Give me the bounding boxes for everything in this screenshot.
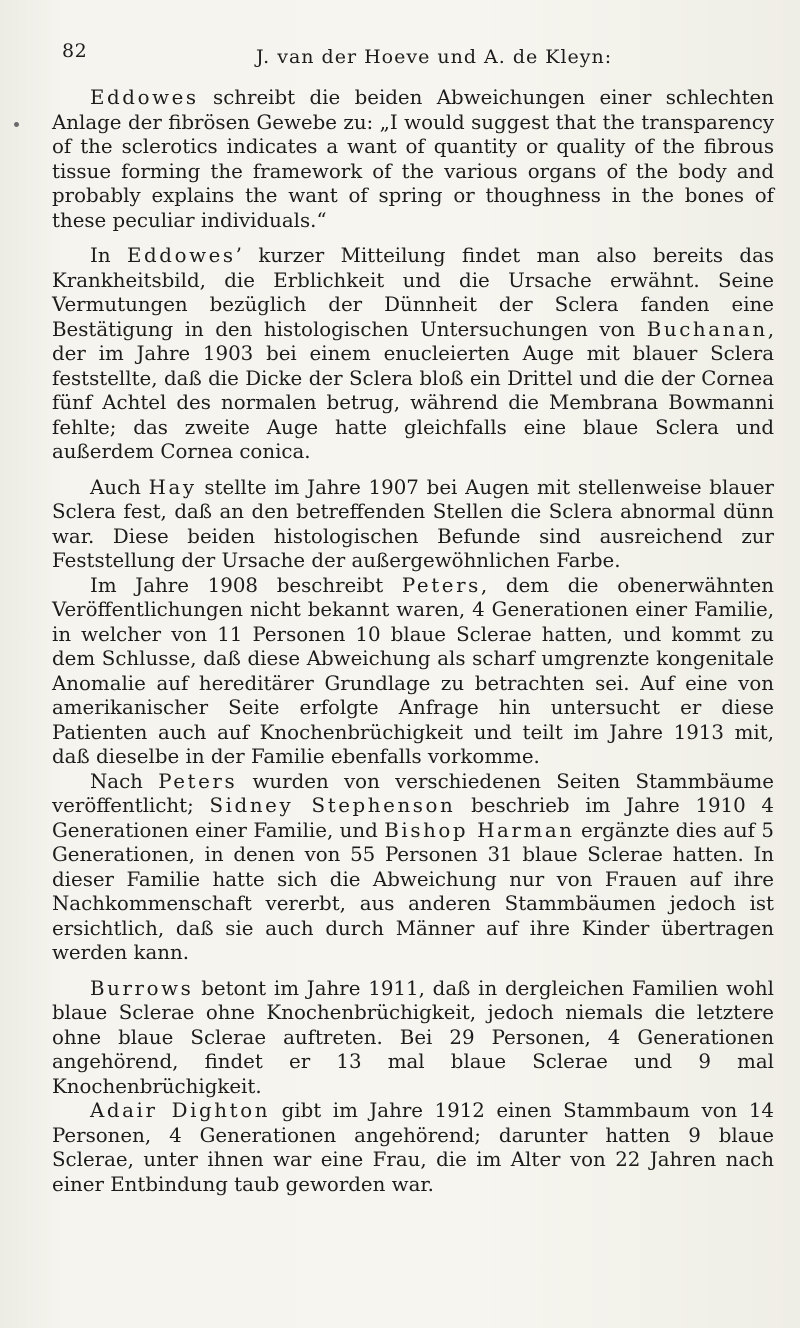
page-number: 82 [62, 40, 88, 62]
paragraph-text: wurden von verschiedenen Seiten Stammbäume veröffentlicht; [52, 769, 774, 817]
paragraph-peters [52, 574, 774, 770]
author-name: Bishop Harman [384, 818, 575, 842]
paragraph-text: betont im Jahre 1911, daß in dergleichen Familien wohl blaue Sclerae ohne Knochenbrüchigkeit, jedoch niemals die letztere ohne blaue Sclerae auftreten. Bei 29 Personen, 4 Generationen angehörend, findet er 13 mal blaue Sclerae und 9 mal Knochenbrüchigkeit. [52, 976, 774, 1098]
author-name: Eddowes [127, 244, 236, 267]
margin-mark [14, 122, 19, 127]
paragraph-burrows [52, 977, 774, 1100]
author-name: Peters [401, 573, 481, 597]
body-text [52, 86, 774, 1197]
paragraph-text: schreibt die beiden Abweichungen einer schlechten Anlage der fibrösen Gewebe zu: „I would suggest that the transparency of the sclerotics indicates a want of quantity or quality of the fibrous tissue forming the framework of the various organs of the body and probably explains the want of spring or thoughness in the bones of these peculiar individuals.“ [52, 86, 774, 232]
paragraph-text: ergänzte dies auf 5 Generationen, in denen von 55 Personen 31 blaue Sclerae hatten. In dieser Familie hatte sich die Abweichung nur von Frauen auf ihre Nachkommenschaft vererbt, aus anderen Stammbäumen jedoch ist ersichtlich, daß sie auch durch Männer auf ihre Kinder übertragen werden kann. [52, 818, 774, 964]
paragraph-text: Auch [90, 475, 149, 499]
author-name: Sidney Stephenson [209, 794, 456, 817]
paragraph-text: In [90, 244, 127, 267]
author-name: Adair Dighton [90, 1099, 271, 1122]
paragraph-text: Im Jahre 1908 beschreibt [90, 573, 402, 597]
paragraph-text: gibt im Jahre 1912 einen Stammbaum von 14 Personen, 4 Generationen angehörend; darunter hatten 9 blaue Sclerae, unter ihnen war eine Frau, die im Alter von 22 Jahren nach einer Entbindung taub geworden war. [52, 1099, 774, 1196]
paragraph-stammbaeume [52, 770, 774, 966]
running-head: J. van der Hoeve und A. de Kleyn: [256, 46, 613, 68]
paragraph-buchanan [52, 244, 774, 465]
paragraph-text: Nach [90, 769, 159, 793]
author-name: Buchanan [646, 317, 768, 341]
paragraph-text: , der im Jahre 1903 bei einem enucleierten Auge mit blauer Sclera feststellte, daß die Dicke der Sclera bloß ein Drittel und die der Cornea fünf Achtel des normalen betrug, während die Membrana Bowmanni fehlte; das zweite Auge hatte gleichfalls eine blaue Sclera und außerdem Cornea conica. [52, 317, 774, 463]
author-name: Peters [158, 769, 238, 793]
paragraph-dighton [52, 1099, 774, 1197]
paragraph-hay [52, 476, 774, 574]
paragraph-text: stellte im Jahre 1907 bei Augen mit stellenweise blauer Sclera fest, daß an den betreffenden Stellen die Sclera abnormal dünn war. Diese beiden histologischen Befunde sind ausreichend zur Feststellung der Ursache der außergewöhnlichen Farbe. [52, 475, 774, 572]
paragraph-text: beschrieb im Jahre 1910 4 Generationen einer Familie, und [52, 794, 774, 842]
author-name: Eddowes [90, 86, 199, 109]
paragraph-text: , dem die obenerwähnten Veröffentlichungen nicht bekannt waren, 4 Generationen einer Familie, in welcher von 11 Personen 10 blaue Sclerae hatten, und kommt zu dem Schlusse, daß diese Abweichung als scharf umgrenzte kongenitale Anomalie auf hereditärer Grundlage zu betrachten sei. Auf eine von amerikanischer Seite erfolgte Anfrage hin untersucht er diese Patienten auch auf Knochenbrüchigkeit und teilt im Jahre 1913 mit, daß dieselbe in der Familie ebenfalls vorkomme. [52, 573, 774, 768]
author-name: Hay [148, 475, 197, 499]
author-name: Burrows [90, 976, 194, 1000]
paragraph-eddowes [52, 86, 774, 233]
paragraph-text: ’ kurzer Mitteilung findet man also bereits das Krankheitsbild, die Erblichkeit und die Ursache erwähnt. Seine Vermutungen bezüglich der Dünnheit der Sclera fanden eine Bestätigung in den histologischen Untersuchungen von [52, 244, 775, 341]
